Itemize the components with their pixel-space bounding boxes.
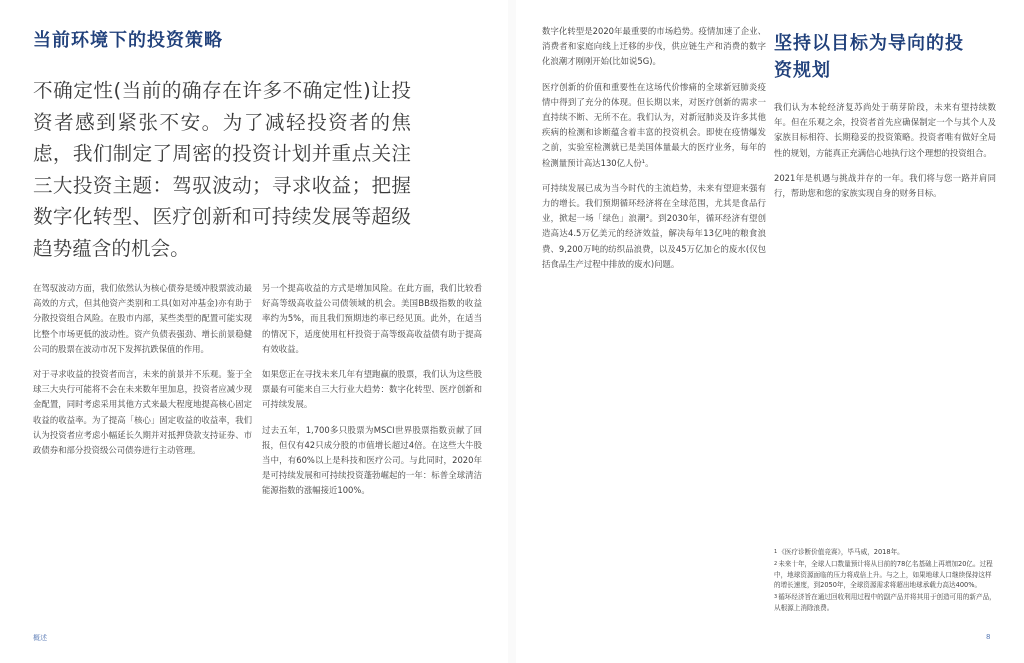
footnote-1: $^1$《医疗诊断价值竞赛》，毕马威，2018年。 (774, 548, 904, 556)
page-gutter (508, 0, 516, 663)
intro-paragraph: 不确定性(当前的确存在许多不确定性)让投资者感到紧张不安。为了减轻投资者的焦虑，我们制定了周密的投资计划并重点关注三大投资主题：驾驭波动；寻求收益；把握数字化转型、医疗创新和可持续发展等超级趋势蕴含的机会。 (33, 79, 411, 260)
right-column-1 (542, 24, 766, 282)
right-column-2 (774, 100, 996, 211)
page-number: 8 (986, 633, 991, 641)
left-column-2 (262, 281, 482, 509)
paragraph-healthcare: 医疗创新的价值和重要性在这场代价惨痛的全球新冠肺炎疫情中得到了充分的体现。但长期以来，对医疗创新的需求一直持续不断、无所不在。我们认为，对新冠肺炎及许多其他疾病的检测和诊断蕴含着丰富的投资机会。即使在疫情爆发之前，实验室检测就已是美国体量最大的医疗业务，每年的检测量预计高达130亿人份¹。 (542, 81, 766, 168)
left-page-title: 当前环境下的投资策略 (33, 30, 223, 51)
paragraph-digital: 数字化转型是2020年最重要的市场趋势。疫情加速了企业、消费者和家庭向线上迁移的步伐，供应链生产和消费的数字化浪潮才刚刚开始(比如说5G)。 (542, 26, 766, 67)
footnote-2: $^2$未来十年，全球人口数量预计将从目前的78亿名基础上再增加20亿。过程中，地球资源面临的压力将成倍上升。与之上，如果地球人口继续保持这样的增长速度，到2050年，全球资源需求将超出地球承载力高达400%。 (774, 559, 993, 590)
paragraph-outlook: 2021年是机遇与挑战并存的一年。我们将与您一路并肩同行，帮助您和您的家族实现自身的财务目标。 (774, 172, 996, 199)
footnote-3: $^3$循环经济旨在通过回收利用过程中的副产品并将其用于创造可用的新产品，从根源上消除浪费。 (774, 593, 996, 612)
footer-section-label: 概述 (33, 634, 47, 642)
footnotes (774, 547, 996, 615)
paragraph-planning: 我们认为本轮经济复苏尚处于萌芽阶段，未来有望持续数年。但在乐观之余，投资者首先应确保制定一个与其个人及家族目标相符、长期稳妥的投资策略。投资者唯有做好全局性的规划，方能真正充满信心地执行这个理想的投资组合。 (774, 102, 996, 158)
paragraph-income: 对于寻求收益的投资者而言，未来的前景并不乐观。鉴于全球三大央行可能将不会在未来数年里加息，投资者应减少现金配置，同时考虑采用其他方式来最大程度地提高核心固定收益的收益率。为了提高「核心」固定收益的收益率，我们认为投资者应考虑小幅延长久期并对抵押贷款支持证券、市政债券和部分投资级公司债券进行主动管理。 (33, 369, 252, 456)
left-column-1 (33, 281, 252, 468)
paragraph-megatrends: 如果您正在寻找未来几年有望跑赢的股票，我们认为这些股票最有可能来自三大行业大趋势：数字化转型、医疗创新和可持续发展。 (262, 369, 482, 410)
right-page-heading: 坚持以目标为导向的投资规划 (774, 33, 964, 81)
paragraph-volatility: 在驾驭波动方面，我们依然认为核心债券是缓冲股票波动最高效的方式，但其他资产类别和工具(如对冲基金)亦有助于分散投资组合风险。在股市内部，某些类型的配置可能实现比整个市场更低的波动性。资产负债表强劲、增长前景稳健公司的股票在波动市况下发挥抗跌保值的作用。 (33, 283, 252, 354)
paragraph-sustainability: 可持续发展已成为当今时代的主流趋势，未来有望迎来强有力的增长。我们预期循环经济将在全球范围，尤其是食品行业，掀起一场「绿色」浪潮²。到2030年，循环经济有望创造高达4.5万亿美元的经济效益，解决每年13亿吨的粮食浪费、9,200万吨的纺织品浪费，以及45万亿加仑的废水(仅包括食品生产过程中排放的废水)问题。 (542, 182, 766, 269)
paragraph-risk: 另一个提高收益的方式是增加风险。在此方面，我们比较看好高等级高收益公司债领域的机会。美国BB级指数的收益率约为5%，而且我们预期违约率已经见顶。此外，在适当的情况下，适度使用杠杆投资于高等级高收益债有助于提高有效收益。 (262, 283, 482, 354)
paragraph-stocks: 过去五年，1,700多只股票为MSCI世界股票指数贡献了回报，但仅有42只成分股的市值增长超过4倍。在这些大牛股当中，有60%以上是科技和医疗公司。与此同时，2020年是可持续发展和可持续投资蓬勃崛起的一年：标普全球清洁能源指数的涨幅接近100%。 (262, 424, 482, 496)
